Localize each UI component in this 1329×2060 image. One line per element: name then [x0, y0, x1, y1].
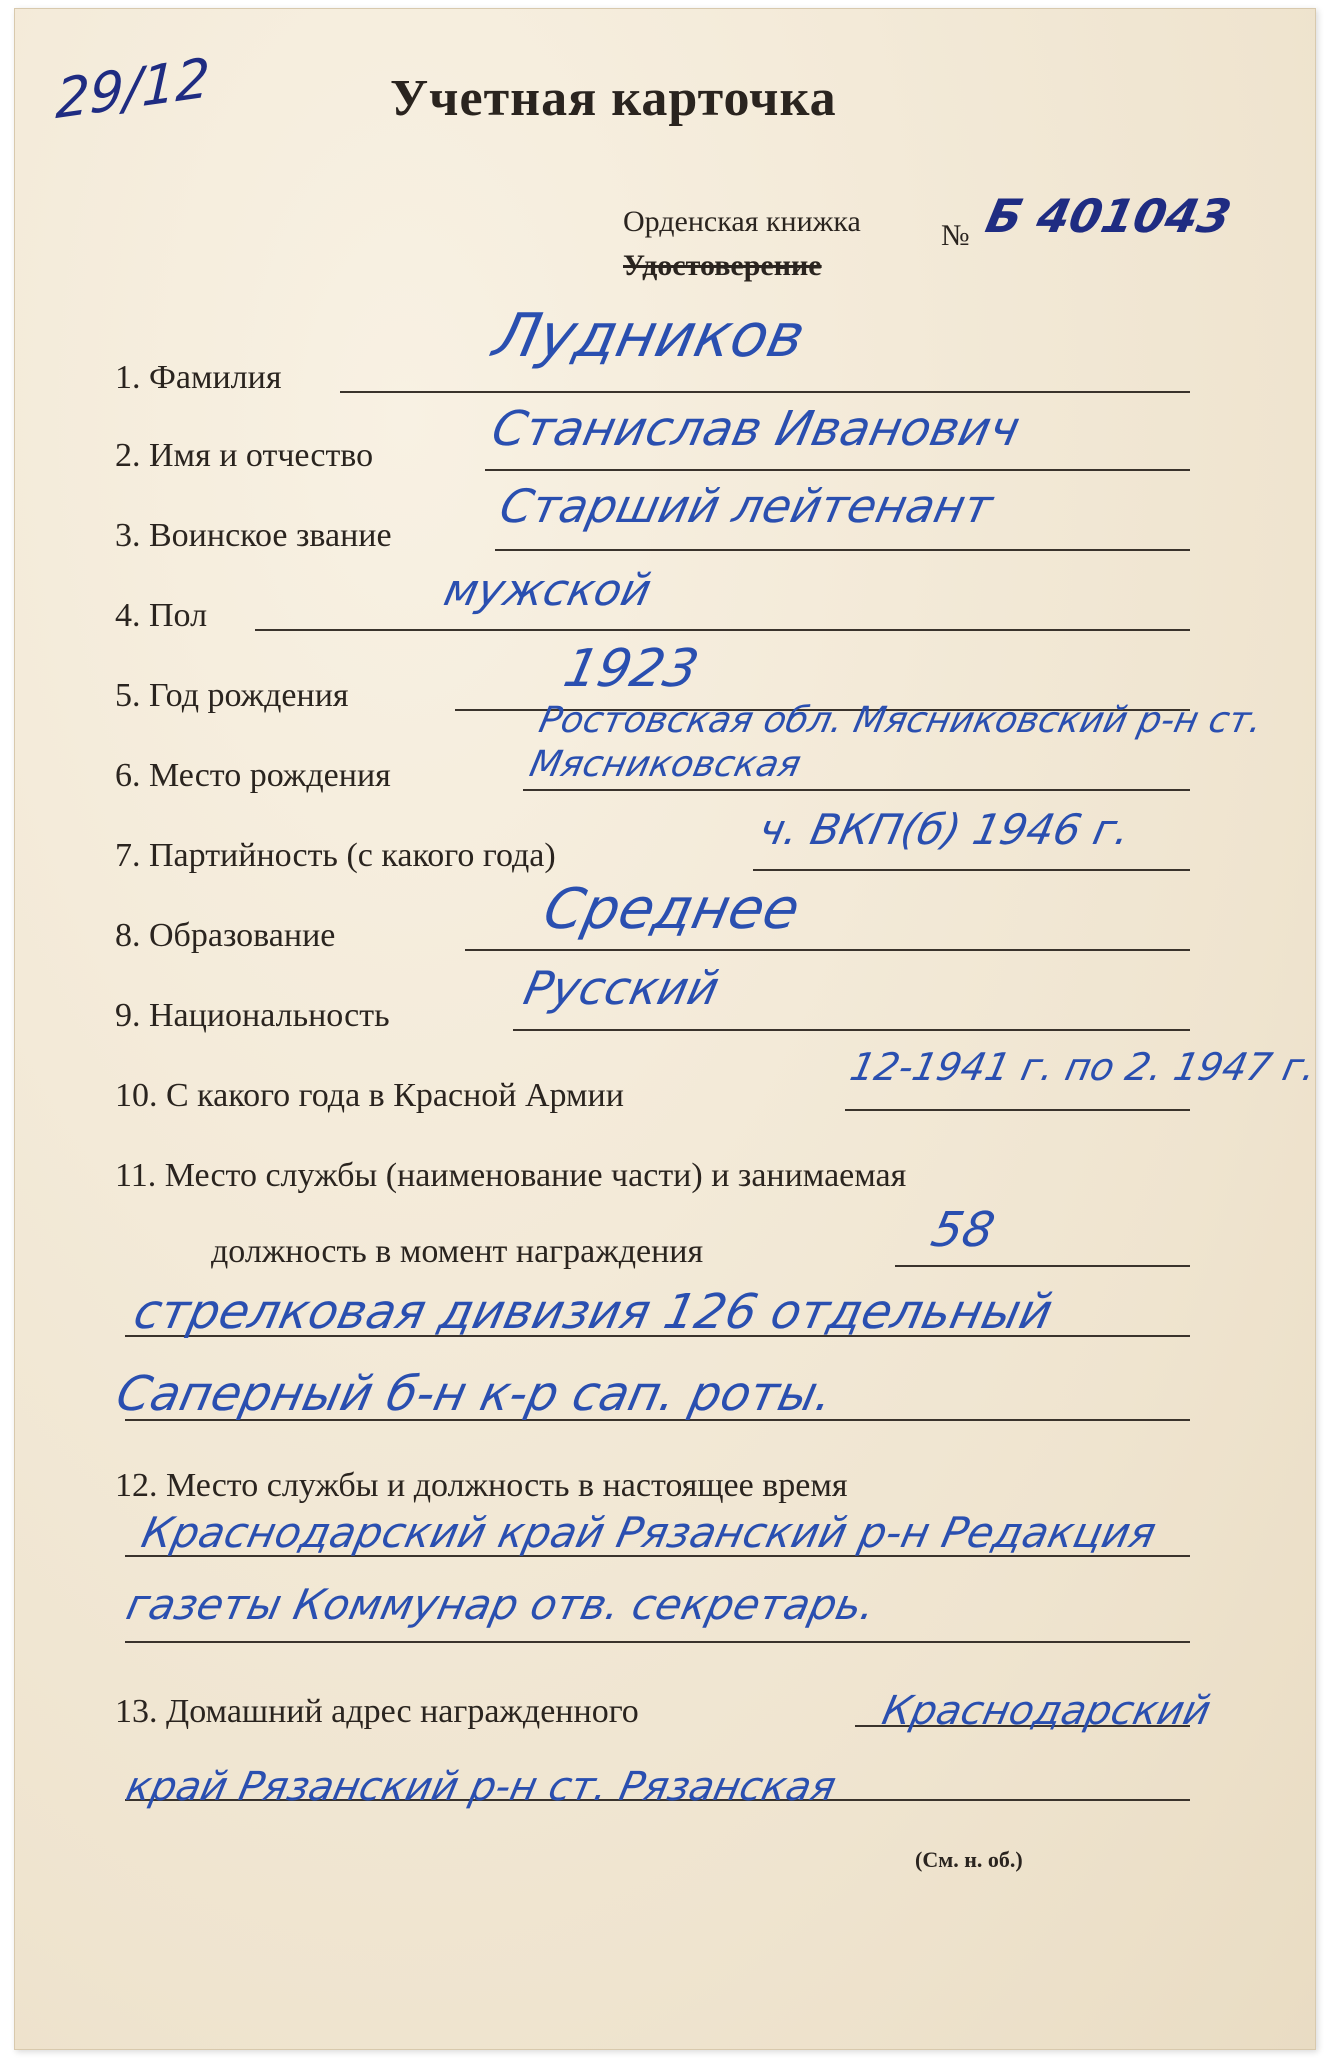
field-10-line	[845, 1109, 1190, 1111]
field-3-label: 3. Воинское звание	[115, 517, 392, 554]
corner-mark: 29/12	[54, 45, 211, 132]
field-1-value: Лудников	[487, 301, 812, 371]
field-6-value-text: Ростовская обл. Мясниковский р-н ст. Мясниковская	[526, 700, 1266, 785]
field-4-label: 4. Пол	[115, 597, 208, 634]
field-3-value: Старший лейтенант	[495, 479, 998, 533]
field-2-label: 2. Имя и отчество	[115, 437, 374, 474]
number-sign: №	[941, 219, 970, 252]
field-2-line	[485, 469, 1190, 471]
field-5-value: 1923	[558, 639, 704, 699]
doc-type-certificate-struck: Удостоверение	[623, 249, 822, 282]
field-8-label: 8. Образование	[115, 917, 336, 954]
field-6-value	[526, 699, 1305, 787]
field-13-value-text: Краснодарский край Рязанский р-н ст. Рязанская	[122, 1688, 1215, 1810]
document-number: Б 401043	[981, 189, 1236, 243]
field-12-line-2	[125, 1641, 1190, 1643]
field-4-line	[255, 629, 1190, 631]
field-10-label: 10. С какого года в Красной Армии	[115, 1077, 624, 1114]
award-record-card	[14, 8, 1320, 2050]
field-8-value: Среднее	[538, 877, 806, 942]
field-13-label: 13. Домашний адрес награжденного	[115, 1693, 639, 1730]
field-4-value: мужской	[439, 565, 656, 616]
field-12-value-text: Краснодарский край Рязанский р-н Редакция газеты Коммунар отв. секретарь.	[122, 1508, 1161, 1629]
field-9-value: Русский	[519, 961, 724, 1015]
field-1-label: 1. Фамилия	[115, 359, 282, 396]
field-7-line	[753, 869, 1190, 871]
field-8-line	[465, 949, 1190, 951]
field-12-value	[120, 1497, 1251, 1641]
field-11-value-text: 58 стрелковая дивизия 126 отдельный Саперный б-н к-р сап. роты.	[111, 1202, 1058, 1422]
field-2-value: Станислав Иванович	[487, 401, 1025, 457]
field-13-value	[119, 1673, 1271, 1825]
field-6-label: 6. Место рождения	[115, 757, 391, 794]
field-1-line	[340, 391, 1190, 393]
card-title: Учетная карточка	[390, 70, 837, 127]
field-11-label-cont: должность в момент награждения	[211, 1233, 704, 1270]
doc-type-order-book: Орденская книжка	[623, 205, 861, 238]
field-7-label: 7. Партийность (с какого года)	[115, 837, 556, 874]
field-11-label: 11. Место службы (наименование части) и занимаемая	[115, 1157, 907, 1194]
field-3-line	[495, 549, 1190, 551]
field-12-label: 12. Место службы и должность в настоящее время	[115, 1467, 848, 1504]
field-5-label: 5. Год рождения	[115, 677, 349, 714]
field-11-value	[109, 1189, 1241, 1435]
field-7-value: ч. ВКП(б) 1946 г.	[754, 805, 1135, 854]
field-9-label: 9. Национальность	[115, 997, 390, 1034]
field-6-line	[523, 789, 1190, 791]
field-10-value: 12-1941 г. по 2. 1947 г.	[846, 1045, 1320, 1089]
field-9-line	[513, 1029, 1190, 1031]
footer-note: (См. н. об.)	[915, 1847, 1023, 1872]
